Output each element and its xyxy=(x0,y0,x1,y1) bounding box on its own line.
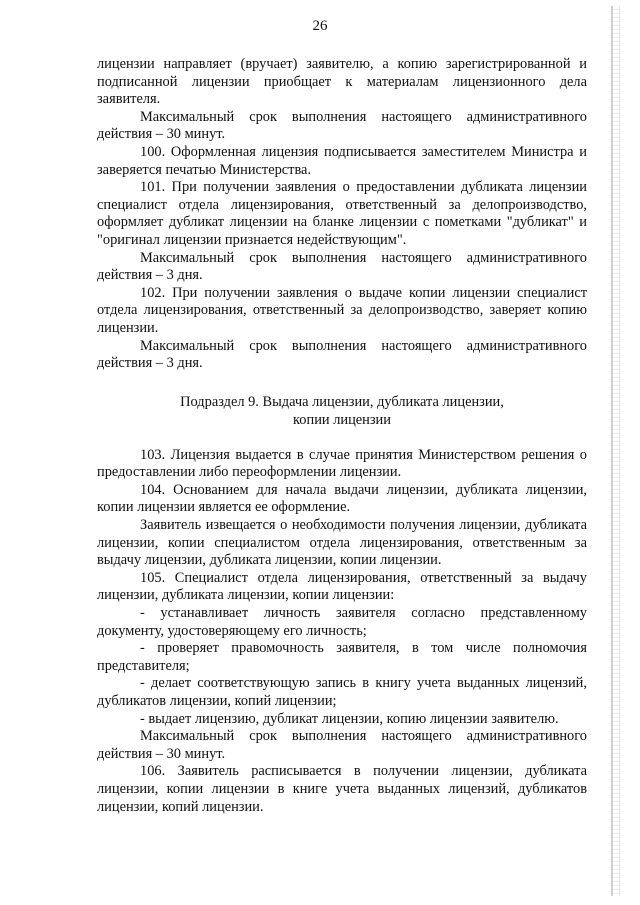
paragraph: 100. Оформленная лицензия подписывается заместителем Министра и заверяется печатью Министерства. xyxy=(97,143,587,178)
paragraph: Максимальный срок выполнения настоящего административного действия – 3 дня. xyxy=(97,337,587,372)
paragraph: лицензии направляет (вручает) заявителю, а копию зарегистрированной и подписанной лицензии приобщает к материалам лицензионного дела заявителя. xyxy=(97,56,587,108)
paragraph: Заявитель извещается о необходимости получения лицензии, дубликата лицензии, копии специалистом отдела лицензирования, ответственным за выдачу лицензии, дубликата лицензии, копии лицензии. xyxy=(97,517,587,569)
paragraph: 101. При получении заявления о предоставлении дубликата лицензии специалист отдела лицензирования, ответственный за делопроизводство, оформляет дубликат лицензии на бланке лицензии с пометками "дубликат" и "оригинал лицензии признается недействующим". xyxy=(97,179,587,248)
paragraph: Максимальный срок выполнения настоящего административного действия – 30 минут. xyxy=(97,728,587,762)
scan-edge-strip xyxy=(611,6,620,896)
list-item: - устанавливает личность заявителя согласно представленному документу, удостоверяющему его личность; xyxy=(97,605,587,639)
list-item: - проверяет правомочность заявителя, в том числе полномочия представителя; xyxy=(97,640,587,674)
paragraph: 106. Заявитель расписывается в получении лицензии, дубликата лицензии, копии лицензии в книге учета выданных лицензий, дубликатов лицензии, копий лицензии. xyxy=(97,763,587,815)
section-heading-line: Подраздел 9. Выдача лицензии, дубликата лицензии, xyxy=(180,393,504,410)
page-number: 26 xyxy=(312,18,328,34)
paragraph: 102. При получении заявления о выдаче копии лицензии специалист отдела лицензирования, ответственный за делопроизводство, заверяет копию лицензии. xyxy=(97,284,587,336)
paragraph: Максимальный срок выполнения настоящего административного действия – 30 минут. xyxy=(97,108,587,143)
document-body xyxy=(97,56,587,816)
paragraph: 105. Специалист отдела лицензирования, ответственный за выдачу лицензии, дубликата лицензии, копии лицензии: xyxy=(97,569,587,604)
paragraph: Максимальный срок выполнения настоящего административного действия – 3 дня. xyxy=(97,249,587,284)
paragraph: 104. Основанием для начала выдачи лицензии, дубликата лицензии, копии лицензии является ее оформление. xyxy=(97,481,587,516)
list-item: - выдает лицензию, дубликат лицензии, копию лицензии заявителю. xyxy=(140,710,559,727)
section-heading xyxy=(97,393,587,429)
section-heading-line: копии лицензии xyxy=(293,411,391,428)
paragraph: 103. Лицензия выдается в случае принятия Министерством решения о предоставлении либо переоформлении лицензии. xyxy=(97,446,587,481)
list-item: - делает соответствующую запись в книгу учета выданных лицензий, дубликатов лицензии, копий лицензии; xyxy=(97,675,587,709)
